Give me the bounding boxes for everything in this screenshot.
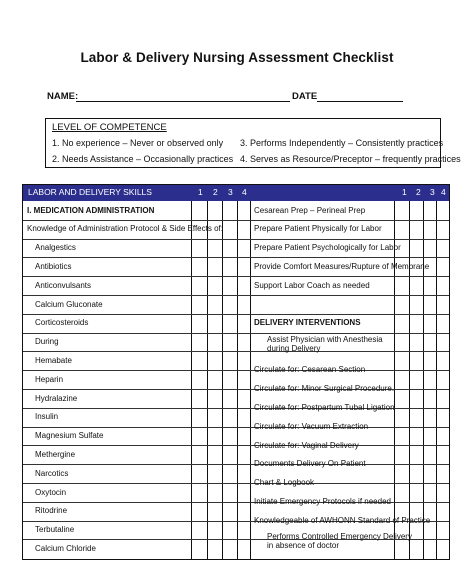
table-row-right: DELIVERY INTERVENTIONS <box>254 318 361 328</box>
level-cell-2[interactable] <box>208 484 222 501</box>
level-cell-3[interactable] <box>223 409 237 426</box>
page-title: Labor & Delivery Nursing Assessment Checklist <box>80 50 394 65</box>
table-row-left: Calcium Gluconate <box>35 299 103 309</box>
level-cell-4[interactable] <box>238 465 250 482</box>
table-column-divider <box>250 201 251 559</box>
level-cell-4[interactable] <box>238 221 250 238</box>
level-cell-1[interactable] <box>192 465 206 482</box>
level-cell-3[interactable] <box>223 503 237 520</box>
level-cell-3[interactable] <box>223 465 237 482</box>
table-row-left: Calcium Chloride <box>35 543 96 553</box>
level-cell-1[interactable] <box>192 202 206 219</box>
level-cell-2[interactable] <box>208 334 222 351</box>
table-row-left: Analgestics <box>35 243 76 253</box>
left-level-3: 3 <box>228 187 233 197</box>
level-cell-1[interactable] <box>192 503 206 520</box>
table-row-right: Performs Controlled Emergency Delivery <box>267 532 412 542</box>
level-cell-2[interactable] <box>208 296 222 313</box>
level-cell-1[interactable] <box>192 390 206 407</box>
level-cell-1[interactable] <box>192 277 206 294</box>
table-row-right: Circulate for: Vaginal Delivery <box>254 440 359 450</box>
competence-heading: LEVEL OF COMPETENCE <box>52 122 167 133</box>
level-cell-4[interactable] <box>238 522 250 539</box>
level-cell-3[interactable] <box>223 277 237 294</box>
level-cell-2[interactable] <box>208 240 222 257</box>
level-cell-4[interactable] <box>238 484 250 501</box>
level-cell-3[interactable] <box>223 221 237 238</box>
level-cell-1[interactable] <box>192 428 206 445</box>
level-cell-1[interactable] <box>192 409 206 426</box>
level-cell-4[interactable] <box>238 277 250 294</box>
level-cell-4[interactable] <box>238 390 250 407</box>
table-row-right-line2: in absence of doctor <box>267 541 340 551</box>
level-cell-2[interactable] <box>208 258 222 275</box>
table-row-left: Terbutaline <box>35 525 75 535</box>
level-cell-1[interactable] <box>192 221 206 238</box>
table-row-right: Circulate for: Vacuum Extraction <box>254 421 369 431</box>
level-cell-4[interactable] <box>238 296 250 313</box>
level-cell-4[interactable] <box>238 352 250 369</box>
name-label: NAME: <box>47 91 79 102</box>
level-cell-1[interactable] <box>192 352 206 369</box>
table-row-left: Oxytocin <box>35 487 67 497</box>
table-column-line <box>409 201 410 559</box>
table-row-left: Narcotics <box>35 468 69 478</box>
left-level-1: 1 <box>198 187 203 197</box>
competence-item-1: 1. No experience – Never or observed only <box>52 138 224 148</box>
table-row-right: Provide Comfort Measures/Rupture of Membrane <box>254 261 430 271</box>
level-cell-4[interactable] <box>238 334 250 351</box>
level-cell-2[interactable] <box>208 540 222 557</box>
level-cell-2[interactable] <box>208 315 222 332</box>
level-cell-2[interactable] <box>208 277 222 294</box>
table-row-left: Knowledge of Administration Protocol & Side Effects of: <box>27 224 223 234</box>
table-row-right: Initiate Emergency Protocols if needed <box>254 497 391 506</box>
table-column-line <box>394 201 395 559</box>
level-cell-1[interactable] <box>192 334 206 351</box>
left-header: LABOR AND DELIVERY SKILLS <box>28 187 152 197</box>
date-label: DATE <box>292 91 318 102</box>
level-cell-2[interactable] <box>208 522 222 539</box>
right-level-1: 1 <box>402 187 407 197</box>
level-cell-4[interactable] <box>238 540 250 557</box>
level-cell-2[interactable] <box>208 202 222 219</box>
level-cell-2[interactable] <box>208 371 222 388</box>
table-row-right-line2: during Delivery <box>267 343 321 353</box>
level-cell-4[interactable] <box>238 428 250 445</box>
level-cell-3[interactable] <box>223 334 237 351</box>
level-cell-4[interactable] <box>238 446 250 463</box>
level-cell-2[interactable] <box>208 352 222 369</box>
table-row-left: Corticosteroids <box>35 318 89 328</box>
competence-item-3: 3. Performs Independently – Consistently practices <box>240 138 444 148</box>
level-cell-2[interactable] <box>208 409 222 426</box>
left-level-4: 4 <box>242 187 247 197</box>
table-row-left: Anticonvulsants <box>35 280 92 290</box>
level-cell-1[interactable] <box>192 446 206 463</box>
table-row-left: Magnesium Sulfate <box>35 431 104 441</box>
table-row-right: Circulate for: Minor Surgical Procedure. <box>254 384 395 394</box>
right-level-3: 3 <box>430 187 435 197</box>
level-cell-2[interactable] <box>208 446 222 463</box>
level-cell-3[interactable] <box>223 428 237 445</box>
level-cell-2[interactable] <box>208 428 222 445</box>
level-cell-3[interactable] <box>223 202 237 219</box>
level-cell-1[interactable] <box>192 371 206 388</box>
level-cell-1[interactable] <box>192 296 206 313</box>
table-row-left: Ritodrine <box>35 506 68 516</box>
level-cell-1[interactable] <box>192 522 206 539</box>
level-cell-3[interactable] <box>223 446 237 463</box>
table-row-right: Circulate for: Cesarean Section <box>254 365 366 375</box>
table-row-right: Assist Physician with Anesthesia <box>267 334 383 344</box>
table-row-right: Knowledgeable of AWHONN Standard of Practice <box>254 515 431 525</box>
level-cell-3[interactable] <box>223 296 237 313</box>
level-cell-1[interactable] <box>192 315 206 332</box>
level-cell-1[interactable] <box>192 240 206 257</box>
competence-legend <box>45 118 461 168</box>
table-row-left: Hydralazine <box>35 393 78 403</box>
level-cell-1[interactable] <box>192 484 206 501</box>
level-cell-1[interactable] <box>192 540 206 557</box>
level-cell-4[interactable] <box>238 202 250 219</box>
level-cell-2[interactable] <box>208 390 222 407</box>
level-cell-2[interactable] <box>208 221 222 238</box>
competence-item-2: 2. Needs Assistance – Occasionally practices <box>52 154 234 164</box>
left-level-2: 2 <box>213 187 218 197</box>
table-row-right: Cesarean Prep – Perineal Prep <box>254 205 366 215</box>
level-cell-3[interactable] <box>223 371 237 388</box>
table-row-left: Hemabate <box>35 355 72 365</box>
table-row-left: Antibiotics <box>35 261 72 271</box>
table-row-left: During <box>35 337 59 347</box>
competence-item-4: 4. Serves as Resource/Preceptor – frequently practices <box>240 154 461 164</box>
level-cell-3[interactable] <box>223 484 237 501</box>
table-column-line <box>423 201 424 559</box>
name-field-line[interactable] <box>76 101 290 102</box>
right-level-4: 4 <box>441 187 446 197</box>
level-cell-3[interactable] <box>223 258 237 275</box>
level-cell-3[interactable] <box>223 240 237 257</box>
table-row-right: Prepare Patient Psychologically for Labor <box>254 243 401 253</box>
level-cell-4[interactable] <box>238 371 250 388</box>
level-cell-4[interactable] <box>238 503 250 520</box>
table-row-right: Chart & Logbook <box>254 478 315 488</box>
table-row-right: Circulate for: Postpartum Tubal Ligation <box>254 403 395 412</box>
level-cell-2[interactable] <box>208 465 222 482</box>
level-cell-3[interactable] <box>223 352 237 369</box>
table-row-right: Support Labor Coach as needed <box>254 280 370 290</box>
date-field-line[interactable] <box>317 101 403 102</box>
level-cell-3[interactable] <box>223 540 237 557</box>
level-cell-3[interactable] <box>223 522 237 539</box>
level-cell-4[interactable] <box>238 315 250 332</box>
table-row-right: Documents Delivery On Patient <box>254 459 366 469</box>
table-row-left: Heparin <box>35 374 64 384</box>
skills-table <box>22 184 450 560</box>
level-cell-4[interactable] <box>238 258 250 275</box>
level-cell-4[interactable] <box>238 409 250 426</box>
table-row-left: I. MEDICATION ADMINISTRATION <box>27 205 155 215</box>
table-header <box>23 185 449 201</box>
table-row-left: Insulin <box>35 412 59 422</box>
table-row-left: Methergine <box>35 449 76 459</box>
level-cell-1[interactable] <box>192 258 206 275</box>
table-row-right: Prepare Patient Physically for Labor <box>254 224 382 234</box>
level-cell-2[interactable] <box>208 503 222 520</box>
level-cell-3[interactable] <box>223 315 237 332</box>
level-cell-4[interactable] <box>238 240 250 257</box>
right-level-2: 2 <box>416 187 421 197</box>
table-column-line <box>436 201 437 559</box>
level-cell-3[interactable] <box>223 390 237 407</box>
